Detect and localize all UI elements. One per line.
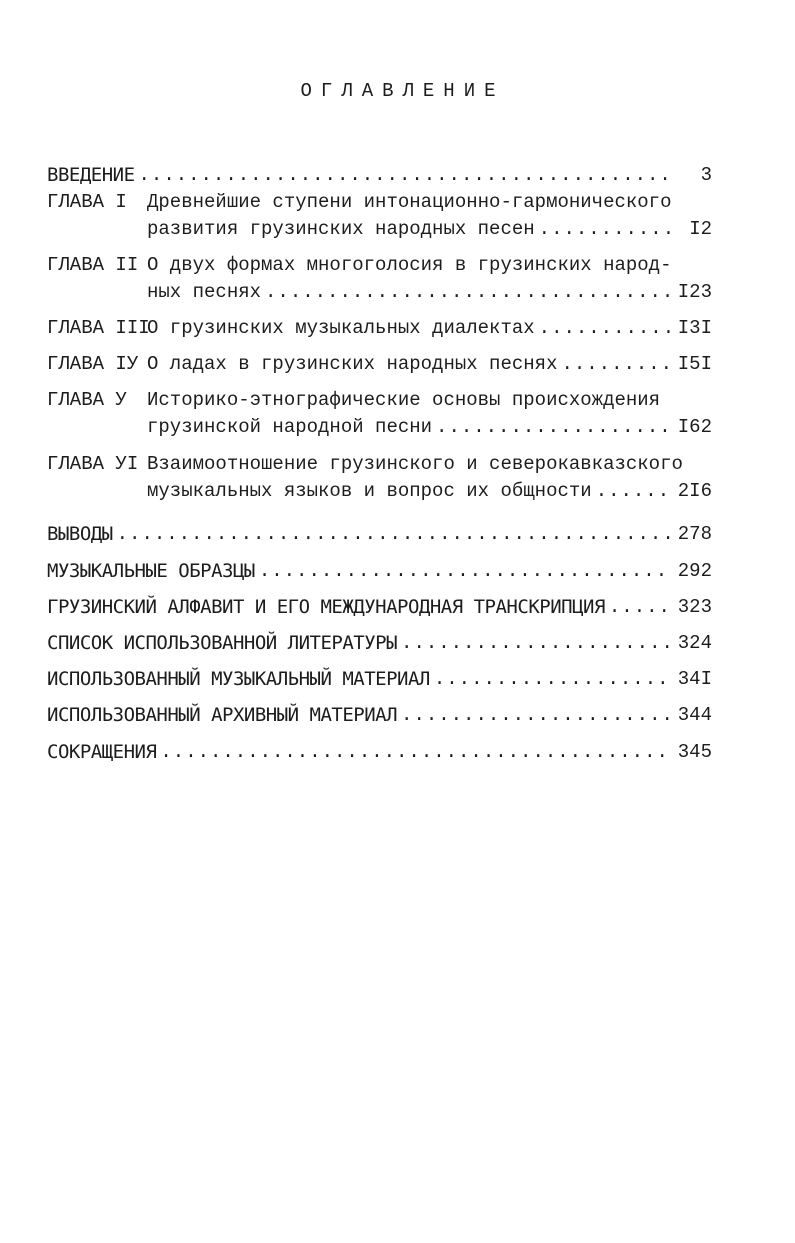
toc-entry-title: О ладах в грузинских народных песнях (147, 353, 558, 375)
toc-entry-title: ГРУЗИНСКИЙ АЛФАВИТ И ЕГО МЕЖДУНАРОДНАЯ ТРАНСКРИПЦИЯ (47, 596, 605, 618)
dot-leader (434, 668, 672, 690)
toc-entry-title: О грузинских музыкальных диалектах (147, 317, 535, 339)
page-number: I2 (689, 218, 712, 240)
page-number: 3 (700, 164, 712, 186)
toc-entry-title: музыкальных языков и вопрос их общности (147, 480, 592, 502)
toc-entry-title: ВЫВОДЫ (47, 523, 113, 545)
toc-entry-title: ИСПОЛЬЗОВАННЫЙ МУЗЫКАЛЬНЫЙ МАТЕРИАЛ (47, 668, 430, 690)
dot-leader (117, 523, 672, 545)
page-number: 278 (677, 523, 712, 545)
toc-entry-title: СПИСОК ИСПОЛЬЗОВАННОЙ ЛИТЕРАТУРЫ (47, 632, 398, 654)
toc-entry-line (47, 664, 712, 690)
chapter-label: ГЛАВА I (47, 191, 127, 213)
dot-leader (539, 317, 672, 339)
dot-leader (539, 218, 672, 240)
page-number: I62 (677, 416, 712, 438)
toc-entry-line (47, 385, 712, 411)
page-number: 2I6 (677, 480, 712, 502)
dot-leader (401, 632, 672, 654)
toc-entry-line (47, 556, 712, 582)
toc-entry-line (47, 628, 712, 654)
dot-leader (259, 560, 672, 582)
dot-leader (160, 741, 672, 763)
toc-entry-line (47, 519, 712, 545)
toc-entry-title: развития грузинских народных песен (147, 218, 535, 240)
page-number: I3I (677, 317, 712, 339)
chapter-label: ГЛАВА УI (47, 453, 139, 475)
page-number: 324 (677, 632, 712, 654)
toc-entry-line (47, 187, 712, 213)
toc-entry-title: ВВЕДЕНИЕ (47, 164, 135, 186)
page-number: 345 (677, 741, 712, 763)
toc-entry-line (47, 349, 712, 375)
toc-entry-title: Древнейшие ступени интонационно-гармонического (147, 191, 672, 213)
toc-entry-line (47, 313, 712, 339)
chapter-label: ГЛАВА У (47, 389, 127, 411)
dot-leader (436, 416, 672, 438)
toc-entry-line (47, 214, 712, 240)
page-number: I5I (677, 353, 712, 375)
toc-entry-title: ИСПОЛЬЗОВАННЫЙ АРХИВНЫЙ МАТЕРИАЛ (47, 704, 398, 726)
chapter-label: ГЛАВА IУ (47, 353, 139, 375)
page-number: I23 (677, 281, 712, 303)
toc-entry-title: СОКРАЩЕНИЯ (47, 741, 157, 763)
page-number: 292 (677, 560, 712, 582)
dot-leader (265, 281, 672, 303)
dot-leader (139, 164, 672, 186)
page-number: 34I (677, 668, 712, 690)
page-number: 344 (677, 704, 712, 726)
toc-entry-line (47, 412, 712, 438)
toc-entry-line (47, 449, 712, 475)
page-title: ОГЛАВЛЕНИЕ (300, 80, 505, 102)
toc-entry-title: О двух формах многоголосия в грузинских народ- (147, 254, 672, 276)
page-number: 323 (677, 596, 712, 618)
chapter-label: ГЛАВА II (47, 254, 139, 276)
toc-entry-title: грузинской народной песни (147, 416, 433, 438)
chapter-label: ГЛАВА III (47, 317, 150, 339)
toc-entry-title: МУЗЫКАЛЬНЫЕ ОБРАЗЦЫ (47, 560, 255, 582)
toc-entry-line (47, 250, 712, 276)
dot-leader (609, 596, 672, 618)
toc-entry-title: Историко-этнографические основы происхождения (147, 389, 661, 411)
dot-leader (401, 704, 672, 726)
dot-leader (561, 353, 672, 375)
toc-entry-title: Взаимоотношение грузинского и северокавказского (147, 453, 683, 475)
toc-entry-line (47, 700, 712, 726)
toc-entry-line (47, 160, 712, 186)
toc-entry-line (47, 592, 712, 618)
toc-entry-line (47, 737, 712, 763)
dot-leader (596, 480, 672, 502)
toc-entry-line (47, 277, 712, 303)
toc-entry-title: ных песнях (147, 281, 262, 303)
toc-entry-line (47, 476, 712, 502)
